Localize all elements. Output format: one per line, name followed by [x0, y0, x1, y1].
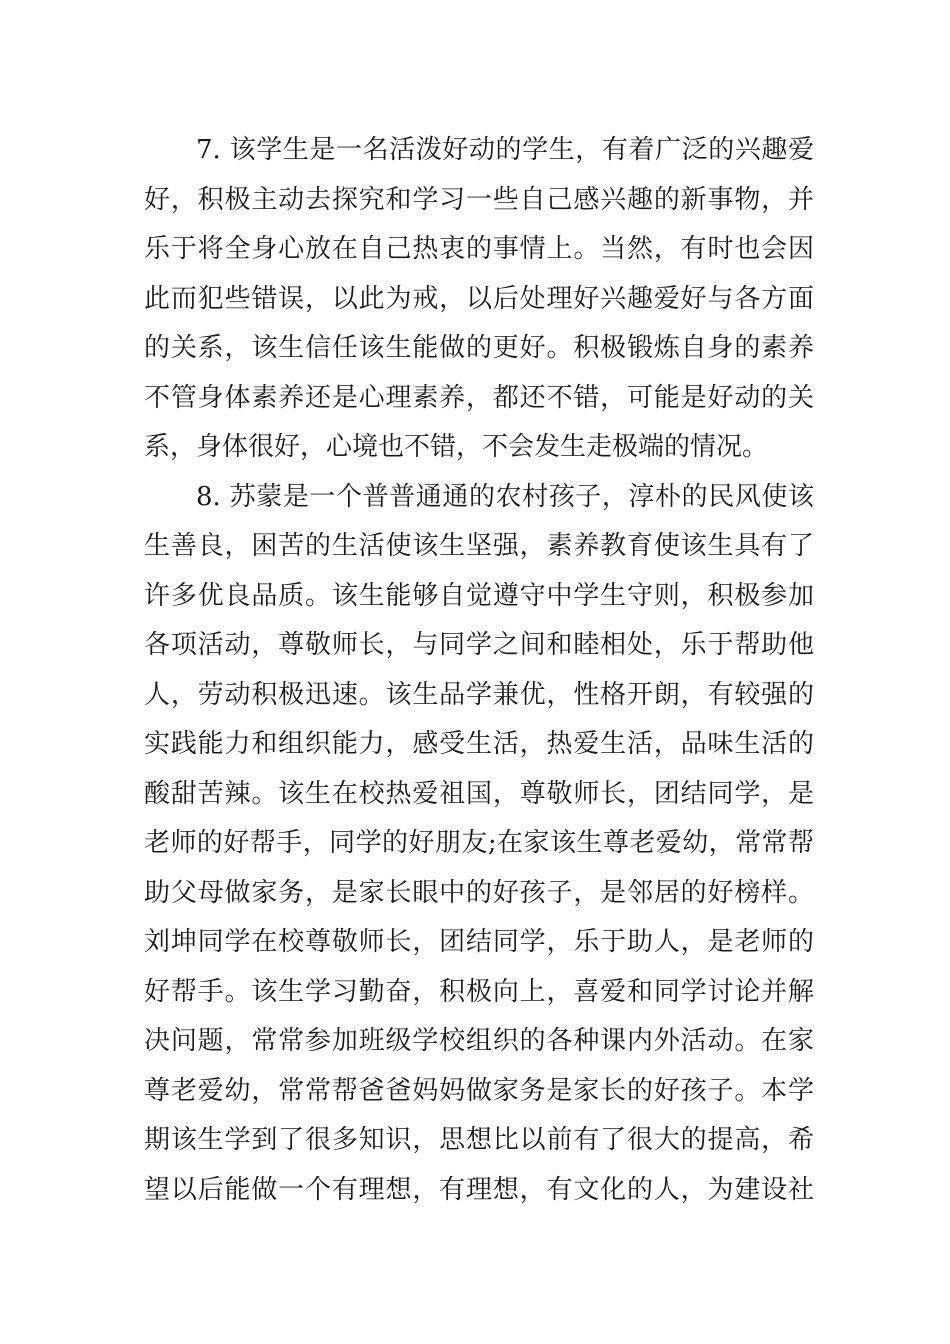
text-line: 生善良，困苦的生活使该生坚强，素养教育使该生具有了	[144, 531, 814, 561]
text-line: 7. 该学生是一名活泼好动的学生，有着广泛的兴趣爱	[196, 135, 814, 165]
text-line: 刘坤同学在校尊敬师长，团结同学，乐于助人，是老师的	[144, 927, 814, 957]
text-line: 尊老爱幼，常常帮爸爸妈妈做家务是家长的好孩子。本学	[144, 1075, 814, 1106]
text-line: 8. 苏蒙是一个普普通通的农村孩子，淳朴的民风使该	[196, 481, 814, 512]
text-line: 好帮手。该生学习勤奋，积极向上，喜爱和同学讨论并解	[144, 976, 814, 1007]
text-line: 此而犯些错误，以此为戒，以后处理好兴趣爱好与各方面	[144, 283, 814, 314]
text-line: 许多优良品质。该生能够自觉遵守中学生守则，积极参加	[144, 580, 814, 611]
text-line: 老师的好帮手，同学的好朋友;在家该生尊老爱幼，常常帮	[144, 828, 814, 858]
text-line: 各项活动，尊敬师长，与同学之间和睦相处，乐于帮助他	[144, 630, 814, 660]
text-line: 决问题，常常参加班级学校组织的各种课内外活动。在家	[144, 1026, 814, 1056]
text-line: 酸甜苦辣。该生在校热爱祖国，尊敬师长，团结同学，是	[144, 778, 814, 809]
text-line: 实践能力和组织能力，感受生活，热爱生活，品味生活的	[144, 729, 814, 759]
text-line: 乐于将全身心放在自己热衷的事情上。当然，有时也会因	[144, 234, 814, 264]
text-line: 系，身体很好，心境也不错，不会发生走极端的情况。	[144, 432, 769, 462]
text-line: 望以后能做一个有理想，有理想，有文化的人，为建设社	[144, 1174, 814, 1205]
text-line: 好，积极主动去探究和学习一些自己感兴趣的新事物，并	[144, 184, 814, 215]
text-line: 人，劳动积极迅速。该生品学兼优，性格开朗，有较强的	[144, 679, 814, 710]
text-line: 助父母做家务，是家长眼中的好孩子，是邻居的好榜样。	[144, 877, 814, 908]
document-body	[144, 126, 814, 1215]
text-line: 的关系，该生信任该生能做的更好。积极锻炼自身的素养	[144, 333, 814, 363]
text-line: 期该生学到了很多知识，思想比以前有了很大的提高，希	[144, 1125, 814, 1155]
text-line: 不管身体素养还是心理素养，都还不错，可能是好动的关	[144, 382, 814, 413]
